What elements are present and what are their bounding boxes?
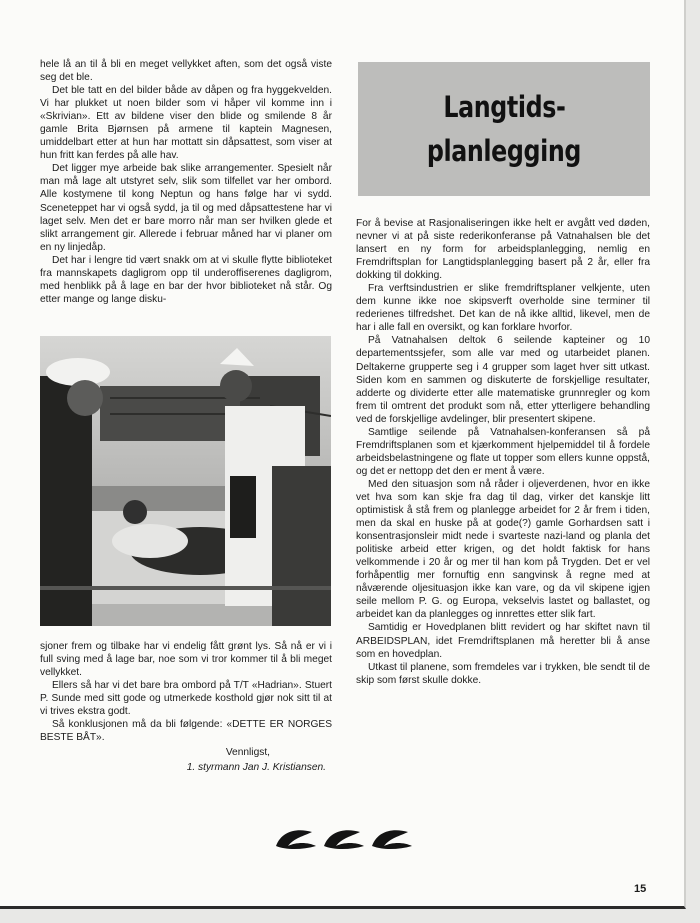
paragraph: hele lå an til å bli en meget vellykket aften, som det også viste seg det ble. [40, 59, 332, 84]
photo-image [40, 336, 331, 626]
article-title-line-1: Langtids- [442, 90, 566, 124]
paragraph: Fra verftsindustrien er slike fremdriftsplaner velkjente, uten dem kunne ikke noe skipsverft overholde sine terminer til rederienes tilfredshet. Det kan de nå ikke alltid, likevel, men de har i alle fall en oversikt, og kan forklare hvorfor. [356, 283, 650, 334]
signature: 1. styrmann Jan J. Kristiansen. [186, 762, 326, 773]
paragraph: sjoner frem og tilbake har vi endelig fått grønt lys. Så nå er vi i full sving med å lage bar, noe som vi tror kommer til å bli meget vellykket. [40, 641, 332, 679]
paragraph: På Vatnahalsen deltok 6 seilende kapteiner og 10 departementssjefer, som alle var med og utarbeidet planen. Deltakerne grupperte seg i 4 grupper som laget hver sitt utkast. Siden kom en sammen og diskuterte de forskjellige resultater, adderte og dividerte etter alle matematiske grunnregler og kom frem til omtrent det produkt som nå, etter ytterligere behandling ved de forskjellige avdelinger, blir presentert skipene. [356, 335, 650, 425]
article-title-line-2: planlegging [426, 134, 582, 168]
paragraph: Utkast til planene, som fremdeles var i trykken, ble sendt til de skip som først skulle dokke. [356, 661, 650, 686]
paragraph: Så konklusjonen må da bli følgende: «DETTE ER NORGES BESTE BÅT». [40, 719, 332, 744]
decorative-leaf-ornament-icon [272, 826, 416, 852]
paragraph: Det ligger mye arbeide bak slike arrangementer. Spesielt når man må lage alt utstyret selv, slik som tilfellet var her ombord. Alle kostymene til kong Neptun og hans følge har vi sydd. Sceneteppet har vi også sydd, ja til og med dåpsattestene har vi laget selv. Men det er bare morro når man ser hvilken glede et slikt arrangement gir. Allerede i februar måned har vi planer om en ny linjedåp. [40, 163, 332, 253]
paragraph: Samtlige seilende på Vatnahalsen-konferansen så på Fremdriftsplanen som et kjærkomment hjelpemiddel til å fordele arbeidsbelastningene og flate ut topper som ellers kunne oppstå, og det er nettopp det den er ment å være. [356, 426, 650, 477]
left-column-text [40, 58, 332, 306]
equator-ceremony-photo [40, 336, 331, 626]
left-column-continued [40, 640, 332, 744]
paragraph: Det ble tatt en del bilder både av dåpen og fra hyggekvelden. Vi har plukket ut noen bilder som vi håper vil komme inn i «Skrivian». Ett av bildene viser den blide og smilende 8 år gamle Brita Bjørnsen på armene til kaptein Magnesen, umiddelbart etter at hun har mottatt sin dåpsattest, som viser at hun fritt kan ferdes på alle hav. [40, 85, 332, 162]
paragraph: Det har i lengre tid vært snakk om at vi skulle flytte biblioteket fra mannskapets dagligrom opp til underoffiserenes dagligrom, med henblikk på å lage en bar der hvor biblioteket nå står. Og etter mange og lange disku- [40, 254, 332, 305]
paragraph: Med den situasjon som nå råder i oljeverdenen, hvor en ikke vet hva som kan skje fra dag til dag, virker det kanskje litt optimistisk å stå frem og planlegge arbeidet for 2 år frem i tiden, men da skal en huske på at gode(?) gamle Gorhardsen satt i konsentrasjonsleir midt nede i svarteste nazi-land og planla det politiske arbeid etter krigen, og det holdt faktisk for hans velkommende i 20 år og mer til han kom på Trygden. Det er vel forhåpentlig mer fornuftig enn sangvinsk å regne med at nåværende oljesituasjon ikke kan vare, og da vil skipene igjen seile mellom P. G. og Europa, vekselvis lastet og ballastet, og arbeidet kan da planlegges og innrettes etter slik fart. [356, 478, 650, 621]
paragraph: Ellers så har vi det bare bra ombord på T/T «Hadrian». Stuert P. Sunde med sitt gode og utmerkede kosthold gjør nok sitt til at vi trives ekstra godt. [40, 680, 332, 718]
paragraph: For å bevise at Rasjonaliseringen ikke helt er avgått ved døden, nevner vi at på siste rederikonferanse på Vatnahalsen ble det lansert en ny form for arbeidsplanlegging, nemlig en Fremdriftsplan for Langtidsplanlegging basert på 2 år, eller fra dokking til dokking. [356, 218, 650, 282]
page-number: 15 [634, 883, 647, 895]
paragraph: Samtidig er Hovedplanen blitt revidert og har skiftet navn til ARBEIDSPLAN, idet Fremdriftsplanen må heretter bli å anse som en hovedplan. [356, 622, 650, 660]
article-title-box [358, 62, 650, 196]
article-body [356, 217, 650, 687]
signoff: Vennligst, [225, 747, 270, 758]
